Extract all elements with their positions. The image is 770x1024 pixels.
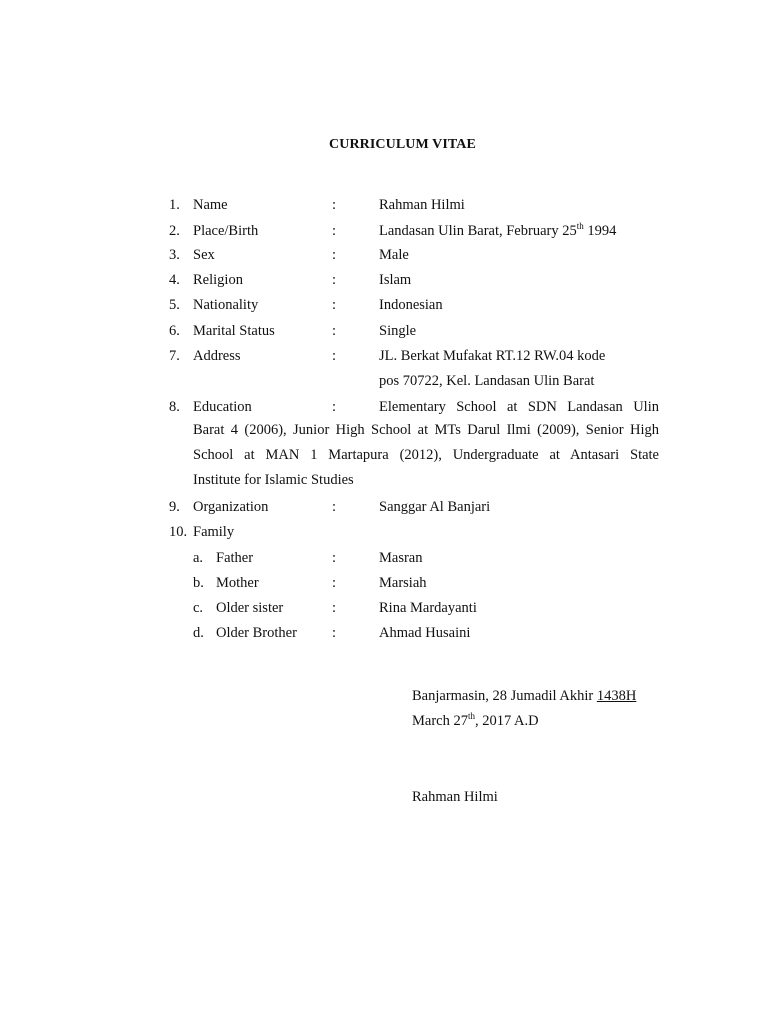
item-colon: : (332, 272, 337, 288)
family-colon: : (332, 600, 337, 616)
family-colon: : (332, 625, 337, 641)
item-colon: : (332, 399, 337, 415)
ordinal-suffix: th (467, 711, 475, 722)
item-colon: : (332, 197, 337, 213)
item-label: Education (193, 399, 252, 415)
family-letter: c. (193, 600, 204, 616)
hijri-year: 1438H (596, 688, 637, 704)
item-number: 3. (169, 247, 180, 263)
item-value: Islam (379, 272, 412, 288)
item-number: 4. (169, 272, 180, 288)
item-colon: : (332, 223, 337, 239)
item-label: Marital Status (193, 323, 275, 339)
item-label: Address (193, 348, 241, 364)
item-label: Organization (193, 499, 269, 515)
item-value: Single (379, 323, 417, 339)
family-colon: : (332, 550, 337, 566)
item-colon: : (332, 297, 337, 313)
family-label: Older Brother (216, 625, 297, 641)
education-paragraph (193, 418, 659, 494)
family-label: Father (216, 550, 254, 566)
item-value: Indonesian (379, 297, 443, 313)
education-line-1: Elementary School at SDN Landasan Ulin (379, 399, 659, 415)
family-value: Marsiah (379, 575, 427, 591)
hijri-date-text: Banjarmasin, 28 Jumadil Akhir (412, 688, 597, 704)
family-letter: d. (193, 625, 204, 641)
item-number: 10. (169, 524, 188, 540)
item-number: 8. (169, 399, 180, 415)
family-value: Rina Mardayanti (379, 600, 477, 616)
item-value: Male (379, 247, 409, 263)
item-label: Place/Birth (193, 223, 259, 239)
family-value: Masran (379, 550, 423, 566)
item-colon: : (332, 499, 337, 515)
ordinal-suffix: th (576, 221, 584, 232)
item-colon: : (332, 323, 337, 339)
item-number: 7. (169, 348, 180, 364)
address-line-2: pos 70722, Kel. Landasan Ulin Barat (379, 373, 595, 389)
education-line-3: School at MAN 1 Martapura (2012), Undergraduate at Antasari State (193, 447, 659, 464)
family-value: Ahmad Husaini (379, 625, 471, 641)
item-label: Name (193, 197, 228, 213)
item-value: Sanggar Al Banjari (379, 499, 491, 515)
item-number: 9. (169, 499, 180, 515)
item-number: 2. (169, 223, 180, 239)
family-label: Older sister (216, 600, 284, 616)
education-line-4: Institute for Islamic Studies (193, 472, 354, 489)
birth-value-text: Landasan Ulin Barat, February 25 (379, 223, 577, 239)
signature-gregorian-date (412, 711, 539, 731)
family-label: Mother (216, 575, 259, 591)
item-number: 6. (169, 323, 180, 339)
item-colon: : (332, 348, 337, 364)
signature-place-date (412, 686, 636, 706)
item-colon: : (332, 247, 337, 263)
family-letter: b. (193, 575, 204, 591)
item-value: Rahman Hilmi (379, 197, 465, 213)
signature-name: Rahman Hilmi (412, 789, 498, 805)
education-line-2: Barat 4 (2006), Junior High School at MTs Darul Ilmi (2009), Senior High (193, 422, 659, 438)
gregorian-year: , 2017 A.D (474, 713, 539, 729)
family-colon: : (332, 575, 337, 591)
item-number: 1. (169, 197, 180, 213)
page-title: CURRICULUM VITAE (329, 137, 476, 152)
family-letter: a. (193, 550, 204, 566)
item-label: Family (193, 524, 235, 540)
item-label: Nationality (193, 297, 259, 313)
birth-year: 1994 (583, 223, 617, 239)
item-label: Sex (193, 247, 215, 263)
address-line-1: JL. Berkat Mufakat RT.12 RW.04 kode (379, 348, 606, 364)
item-number: 5. (169, 297, 180, 313)
gregorian-date-text: March 27 (412, 713, 468, 729)
item-value (379, 221, 616, 241)
item-label: Religion (193, 272, 243, 288)
